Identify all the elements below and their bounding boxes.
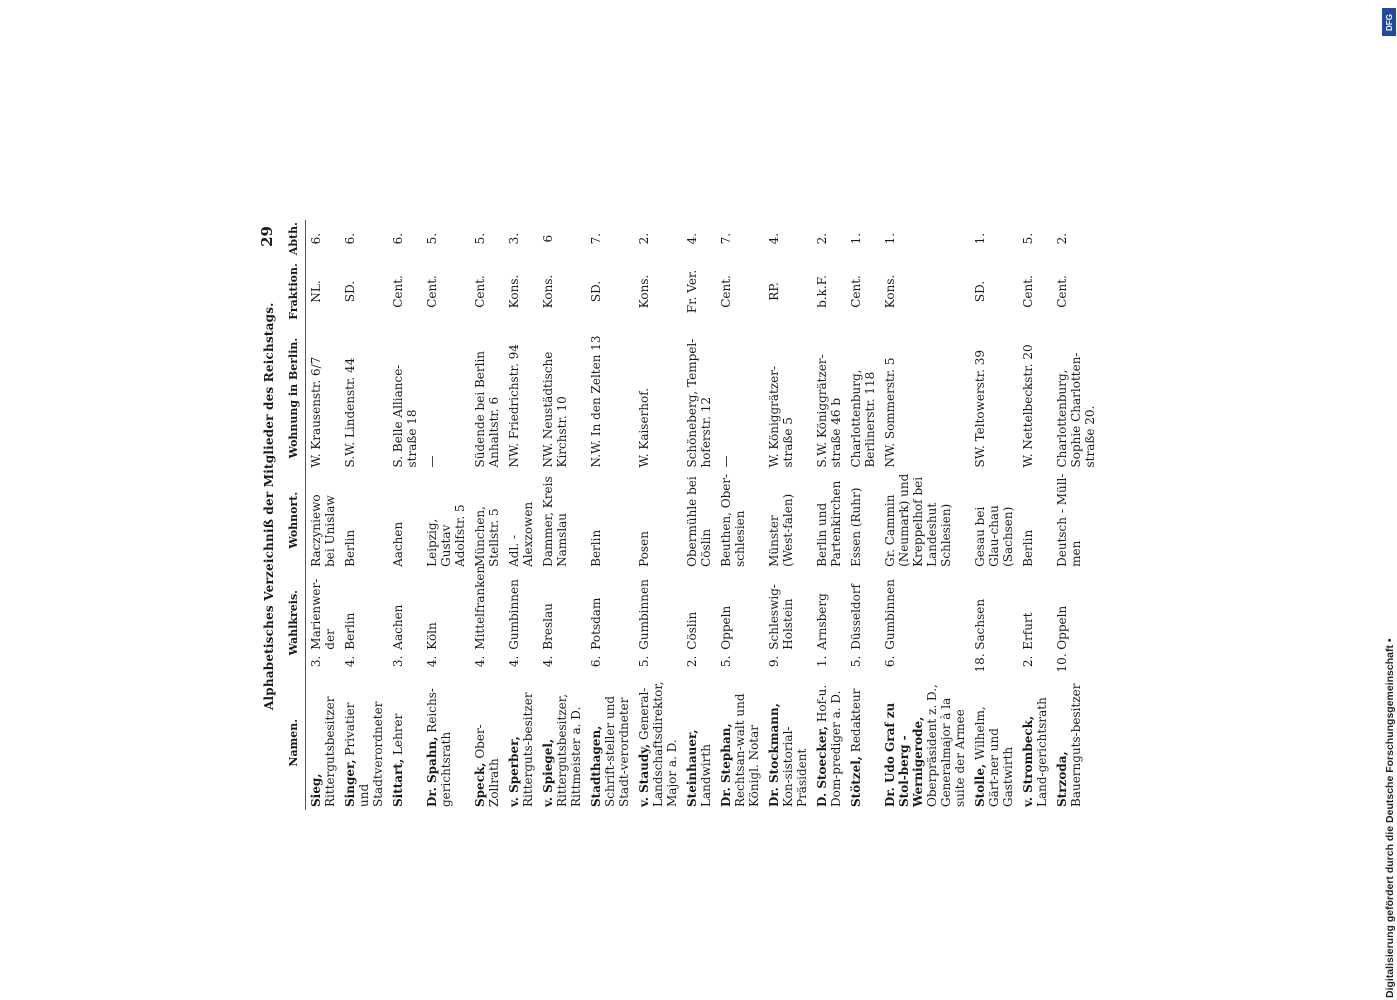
- residence: Münster (West-falen): [767, 493, 795, 567]
- member-name: Strzoda,: [1055, 751, 1069, 807]
- member-occupation: Schrift-steller und Stadt-verordneter: [603, 695, 631, 807]
- residence: Aachen: [391, 521, 405, 567]
- department: 5.: [473, 232, 487, 245]
- rotated-page: [258, 220, 1097, 810]
- member-occupation: Ritterguts-besitzer: [521, 692, 535, 807]
- constituency-number: 2.: [685, 655, 699, 668]
- constituency: Düsseldorf: [849, 583, 863, 650]
- department: 4.: [685, 232, 699, 245]
- member-occupation: General-Landschaftsdirektor, Major a. D.: [637, 681, 679, 807]
- constituency: Arnsberg: [815, 593, 829, 650]
- residence: Posen: [637, 531, 651, 567]
- table-row: [970, 220, 1018, 810]
- member-name: Dr. Stockmann,: [767, 703, 781, 807]
- berlin-address: Südende bei Berlin Anhaltstr. 6: [473, 350, 501, 468]
- constituency: Sachsen: [973, 598, 987, 650]
- member-occupation: Lehrer: [391, 713, 405, 756]
- constituency-number: 2.: [1021, 655, 1035, 668]
- member-name-cell: [422, 675, 470, 810]
- constituency-number: 4.: [343, 655, 357, 668]
- member-name: Stadthagen,: [589, 725, 603, 807]
- member-name: v. Strombeck,: [1021, 715, 1035, 807]
- table-row: [306, 220, 341, 810]
- table-row: [538, 220, 586, 810]
- constituency-number: 4.: [473, 655, 487, 668]
- table-row: [812, 220, 846, 810]
- member-name-cell: [716, 675, 764, 810]
- constituency-number: 4.: [425, 655, 439, 668]
- header-wohnung: Wohnung in Berlin.: [284, 326, 306, 471]
- header-kreis: Wahlkreis.: [284, 570, 306, 676]
- member-name: Speck,: [473, 762, 487, 807]
- table-row: [846, 220, 880, 810]
- member-name: Dr. Udo Graf zu Stol-berg - Wernigerode,: [883, 702, 925, 807]
- department: 6.: [391, 232, 405, 245]
- department: 1.: [973, 232, 987, 245]
- member-name: v. Staudy,: [637, 743, 651, 807]
- constituency-number: 9.: [767, 655, 781, 668]
- table-row: [586, 220, 634, 810]
- berlin-address: —: [425, 455, 439, 468]
- residence: Adl. - Alexzowen: [507, 501, 535, 567]
- member-occupation: Land-gerichtsrath: [1035, 697, 1049, 807]
- member-name-cell: [586, 675, 634, 810]
- constituency: Cöslin: [685, 611, 699, 650]
- member-name-cell: [812, 675, 846, 810]
- dfg-logo: [1382, 8, 1396, 36]
- faction: Fr. Ver.: [685, 269, 699, 314]
- constituency-number: 6.: [883, 655, 897, 668]
- table-row: [682, 220, 716, 810]
- member-name-cell: [764, 675, 812, 810]
- berlin-address: NW. Neustädtische Kirchstr. 10: [541, 351, 569, 468]
- member-name-cell: [682, 675, 716, 810]
- member-name-cell: [340, 675, 388, 810]
- member-name-cell: [388, 675, 422, 810]
- faction: Cent.: [391, 275, 405, 308]
- member-name-cell: [970, 675, 1018, 810]
- member-name: D. Stoecker,: [815, 725, 829, 807]
- page-number: 29: [258, 226, 276, 247]
- department: 6.: [343, 232, 357, 245]
- berlin-address: Charlottenburg, Sophie Charlotten-straße 20.: [1055, 352, 1097, 468]
- berlin-address: SW. Teltowerstr. 39: [973, 349, 987, 468]
- constituency: Gumbinnen: [507, 579, 521, 650]
- department: 3.: [507, 232, 521, 245]
- member-name: v. Spiegel,: [541, 738, 555, 807]
- constituency: Breslau: [541, 603, 555, 650]
- residence: Deutsch - Müll-men: [1055, 473, 1083, 567]
- member-occupation: Rittergutsbesitzer, Rittmeister a. D.: [555, 693, 583, 807]
- member-name-cell: [504, 675, 538, 810]
- department: 7.: [589, 232, 603, 245]
- table-row: [880, 220, 970, 810]
- faction: SD.: [343, 280, 357, 303]
- table-row: [470, 220, 504, 810]
- berlin-address: S. Belle Alliance-straße 18: [391, 364, 419, 468]
- residence: Raczyniewo bei Unislaw: [309, 494, 337, 567]
- member-name-cell: [846, 675, 880, 810]
- constituency: Schleswig-Holstein: [767, 584, 795, 650]
- members-table: [284, 220, 1100, 810]
- residence: Beuthen, Ober-schlesien: [719, 473, 747, 567]
- header-wohnort: Wohnort.: [284, 471, 306, 570]
- constituency-number: 4.: [507, 655, 521, 668]
- department: 6.: [309, 232, 323, 245]
- residence: Leipzig, Gustav Adolfstr. 5: [425, 504, 467, 567]
- berlin-address: S.W. Königgrätzer-straße 46 b: [815, 354, 843, 468]
- member-occupation: Privatier und Stadtverordneter: [343, 701, 385, 807]
- table-row: [340, 220, 388, 810]
- constituency-number: 1.: [815, 655, 829, 668]
- table-row: [422, 220, 470, 810]
- residence: Berlin: [1021, 529, 1035, 567]
- faction: Kons.: [883, 274, 897, 309]
- residence: Gesau bei Glau-chau (Sachsen): [973, 505, 1015, 567]
- berlin-address: —: [719, 455, 733, 468]
- table-header-row: [284, 220, 306, 810]
- constituency-number: 5.: [849, 655, 863, 668]
- table-row: [388, 220, 422, 810]
- member-occupation: Bauernguts-besitzer: [1069, 683, 1083, 807]
- faction: b.k.F.: [815, 275, 829, 308]
- member-name-cell: [470, 675, 504, 810]
- faction: Cent.: [1055, 275, 1069, 308]
- table-row: [764, 220, 812, 810]
- member-name-cell: [880, 675, 970, 810]
- residence: Berlin und Partenkirchen: [815, 480, 843, 567]
- department: 6: [541, 234, 555, 243]
- department: 4.: [767, 232, 781, 245]
- table-row: [504, 220, 538, 810]
- constituency: Gumbinnen: [637, 579, 651, 650]
- berlin-address: NW. Friedrichstr. 94: [507, 344, 521, 468]
- constituency-number: 4.: [541, 655, 555, 668]
- berlin-address: W. Königgrätzer-straße 5: [767, 365, 795, 468]
- member-name: Sieg,: [309, 773, 323, 807]
- department: 2.: [815, 232, 829, 245]
- constituency-number: 5.: [719, 655, 733, 668]
- member-occupation: Landwirth: [699, 744, 713, 807]
- residence: Berlin: [343, 529, 357, 567]
- department: 1.: [883, 232, 897, 245]
- faction: Kons.: [507, 274, 521, 309]
- member-occupation: Wilhelm, Gärt-ner und Gastwirth: [973, 706, 1015, 807]
- constituency-number: 3.: [391, 655, 405, 668]
- berlin-address: NW. Sommerstr. 5: [883, 357, 897, 468]
- constituency: Köln: [425, 622, 439, 650]
- header-fraktion: Fraktion.: [284, 257, 306, 325]
- member-name-cell: [634, 675, 682, 810]
- header-name: Namen.: [284, 675, 306, 810]
- faction: Cent.: [1021, 275, 1035, 308]
- faction: Kons.: [637, 274, 651, 309]
- table-row: [716, 220, 764, 810]
- member-occupation: Ober-Zollrath: [473, 724, 501, 807]
- header-abt: Abth.: [284, 220, 306, 257]
- member-occupation: Rechtsan-walt und Königl. Notar: [733, 693, 761, 807]
- residence: Gr. Cammin (Neumark) und Kreppelhof bei Landeshut Schlesien): [883, 473, 953, 567]
- berlin-address: S.W. Lindenstr. 44: [343, 357, 357, 468]
- faction: NL.: [309, 280, 323, 303]
- member-name-cell: [538, 675, 586, 810]
- faction: Cent.: [473, 275, 487, 308]
- department: 7.: [719, 232, 733, 245]
- constituency: Oppeln: [719, 605, 733, 650]
- page-title: Alphabetisches Verzeichniß der Mitglieder des Reichstags.: [262, 302, 276, 710]
- member-occupation: Rittergutsbesitzer: [323, 696, 337, 807]
- member-name: v. Sperber,: [507, 736, 521, 807]
- faction: Cent.: [425, 275, 439, 308]
- constituency-number: 18.: [973, 653, 987, 673]
- dfg-logo-text: DFG: [1384, 13, 1394, 31]
- department: 1.: [849, 232, 863, 245]
- table-row: [634, 220, 682, 810]
- constituency: Oppeln: [1055, 605, 1069, 650]
- constituency: Erfurt: [1021, 612, 1035, 650]
- berlin-address: N.W. In den Zelten 13: [589, 335, 603, 468]
- constituency: Marienwer-der: [309, 578, 337, 650]
- residence: München, Stellstr. 5: [473, 506, 501, 567]
- faction: Cent.: [849, 275, 863, 308]
- member-name: Stötzel,: [849, 756, 863, 807]
- residence: Berlin: [589, 529, 603, 567]
- constituency: Aachen: [391, 604, 405, 650]
- constituency-number: 10.: [1055, 653, 1069, 673]
- berlin-address: W. Krausenstr. 6/7: [309, 356, 323, 468]
- department: 5.: [425, 232, 439, 245]
- funding-note: Digitalisierung gefördert durch die Deutsche Forschungsgemeinschaft •: [1384, 638, 1396, 998]
- member-name-cell: [1018, 675, 1052, 810]
- berlin-address: Schöneberg, Tempel-hoferstr. 12: [685, 338, 713, 468]
- residence: Essen (Ruhr): [849, 487, 863, 567]
- member-name: Dr. Stephan,: [719, 723, 733, 807]
- table-body: [306, 220, 1101, 810]
- constituency: Gumbinnen: [883, 579, 897, 650]
- table-row: [1018, 220, 1052, 810]
- faction: SD.: [973, 280, 987, 303]
- member-name: Singer,: [343, 759, 357, 807]
- constituency: Mittelfranken: [473, 565, 487, 650]
- constituency: Berlin: [343, 612, 357, 650]
- member-occupation: Kon-sistorial-Präsident: [781, 726, 809, 807]
- constituency-number: 3.: [309, 655, 323, 668]
- berlin-address: Charlottenburg, Berlinerstr. 118: [849, 369, 877, 468]
- berlin-address: W. Kaiserhof.: [637, 387, 651, 468]
- member-occupation: Reichs-gerichtsrath: [425, 688, 453, 807]
- constituency: Potsdam: [589, 597, 603, 650]
- residence: Dammer, Kreis Namslau: [541, 476, 569, 567]
- member-occupation: Hof-u. Dom-prediger a. D.: [815, 684, 843, 807]
- member-occupation: Oberpräsident z. D., Generalmajor à la suite der Armee: [925, 684, 967, 807]
- residence: Obermühle bei Cöslin: [685, 476, 713, 567]
- member-name: Steinhauer,: [685, 729, 699, 807]
- department: 2.: [637, 232, 651, 245]
- member-occupation: Redakteur: [849, 688, 863, 753]
- faction: Kons.: [541, 274, 555, 309]
- member-name: Stolle,: [973, 763, 987, 807]
- faction: SD.: [589, 280, 603, 303]
- department: 2.: [1055, 232, 1069, 245]
- member-name: Dr. Spahn,: [425, 736, 439, 807]
- constituency-number: 5.: [637, 655, 651, 668]
- department: 5.: [1021, 232, 1035, 245]
- member-name-cell: [306, 675, 341, 810]
- berlin-address: W. Nettelbeckstr. 20: [1021, 344, 1035, 468]
- faction: Cent.: [719, 275, 733, 308]
- member-name-cell: [1052, 675, 1100, 810]
- constituency-number: 6.: [589, 655, 603, 668]
- faction: RP.: [767, 282, 781, 301]
- table-row: [1052, 220, 1100, 810]
- member-name: Sittart,: [391, 758, 405, 807]
